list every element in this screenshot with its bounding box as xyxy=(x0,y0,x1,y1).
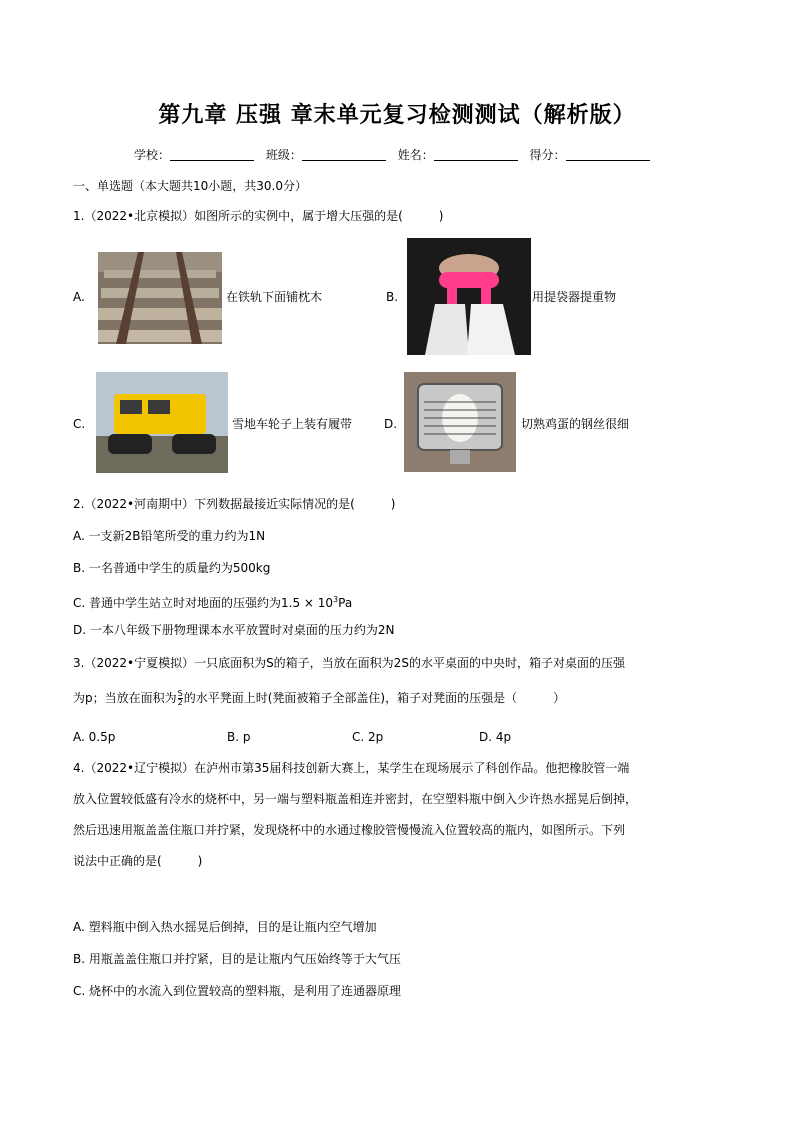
q4-option-b: B. 用瓶盖盖住瓶口并拧紧，目的是让瓶内气压始终等于大气压 xyxy=(73,952,401,966)
q1-option-c-text: 雪地车轮子上装有履带 xyxy=(232,417,353,431)
name-blank[interactable] xyxy=(434,148,518,161)
q4-stem-line1: 4.（2022•辽宁模拟）在泸州市第35届科技创新大赛上，某学生在现场展示了科创作品。他把橡胶管一端 xyxy=(73,761,630,775)
q3-stem-line2-pre: 为p；当放在面积为 xyxy=(73,691,177,705)
q3-stem-line2 xyxy=(73,690,565,707)
q4-stem-line2: 放入位置较低盛有冷水的烧杯中，另一端与塑料瓶盖相连并密封，在空塑料瓶中倒入少许热水摇晃后倒掉， xyxy=(73,792,638,806)
q1-option-d-letter: D. xyxy=(384,417,398,431)
page-title: 第九章 压强 章末单元复习检测测试（解析版） xyxy=(158,103,636,128)
q2-option-c xyxy=(73,592,352,611)
q3-fraction-denominator: 2 xyxy=(177,698,183,707)
score-blank[interactable] xyxy=(566,148,650,161)
q3-option-c: C. 2p xyxy=(352,730,384,744)
q4-stem-line4: 说法中正确的是( ) xyxy=(73,854,203,868)
q2-option-c-exponent: 3 xyxy=(333,595,339,604)
q2-option-c-text: C. 普通中学生站立时对地面的压强约为1.5 × 10 xyxy=(73,596,334,610)
egg-slicer-image xyxy=(404,372,516,472)
q3-stem-line2-post: 的水平凳面上时(凳面被箱子全部盖住)，箱子对凳面的压强是（ ） xyxy=(183,691,566,705)
section-heading: 一、单选题（本大题共10小题，共30.0分） xyxy=(73,179,307,193)
score-label: 得分： xyxy=(529,148,566,162)
class-label: 班级： xyxy=(265,148,302,162)
q3-option-a: A. 0.5p xyxy=(73,730,116,744)
railway-sleepers-graphic xyxy=(98,252,222,344)
q1-option-a-text: 在铁轨下面铺枕木 xyxy=(226,290,323,304)
q1-option-d-text: 切熟鸡蛋的钢丝很细 xyxy=(521,417,630,431)
snow-vehicle-image xyxy=(96,372,228,473)
q4-option-a: A. 塑料瓶中倒入热水摇晃后倒掉，目的是让瓶内空气增加 xyxy=(73,920,377,934)
q2-option-d: D. 一本八年级下册物理课本水平放置时对桌面的压力约为2N xyxy=(73,623,395,637)
q1-option-a-letter: A. xyxy=(73,290,85,304)
q1-stem: 1.（2022•北京模拟）如图所示的实例中，属于增大压强的是( ) xyxy=(73,209,444,223)
q2-option-b: B. 一名普通中学生的质量约为500kg xyxy=(73,561,271,575)
school-blank[interactable] xyxy=(170,148,254,161)
school-label: 学校： xyxy=(134,148,171,162)
q1-option-c-letter: C. xyxy=(73,417,86,431)
railway-sleepers-image xyxy=(98,252,222,344)
q2-stem: 2.（2022•河南期中）下列数据最接近实际情况的是( ) xyxy=(73,497,396,511)
bag-carrier-graphic xyxy=(407,238,531,355)
q3-fraction xyxy=(178,690,183,707)
q1-option-b-letter: B. xyxy=(386,290,399,304)
class-blank[interactable] xyxy=(302,148,386,161)
q1-option-b-text: 用提袋器提重物 xyxy=(532,290,617,304)
snow-vehicle-graphic xyxy=(96,372,228,473)
q3-option-d: D. 4p xyxy=(479,730,512,744)
q4-stem-line3: 然后迅速用瓶盖盖住瓶口并拧紧，发现烧杯中的水通过橡胶管慢慢流入位置较高的瓶内，如图所示。下列 xyxy=(73,823,626,837)
egg-slicer-graphic xyxy=(404,372,516,472)
bag-carrier-image xyxy=(407,238,531,355)
q3-stem-line1: 3.（2022•宁夏模拟）一只底面积为S的箱子，当放在面积为2S的水平桌面的中央时，箱子对桌面的压强 xyxy=(73,656,625,670)
student-info-row xyxy=(134,146,658,163)
name-label: 姓名： xyxy=(397,148,434,162)
q3-fraction-numerator: S xyxy=(177,689,183,698)
q3-option-b: B. p xyxy=(227,730,251,744)
q4-option-c: C. 烧杯中的水流入到位置较高的塑料瓶，是利用了连通器原理 xyxy=(73,984,402,998)
q2-option-c-unit: Pa xyxy=(338,596,353,610)
q2-option-a: A. 一支新2B铅笔所受的重力约为1N xyxy=(73,529,266,543)
